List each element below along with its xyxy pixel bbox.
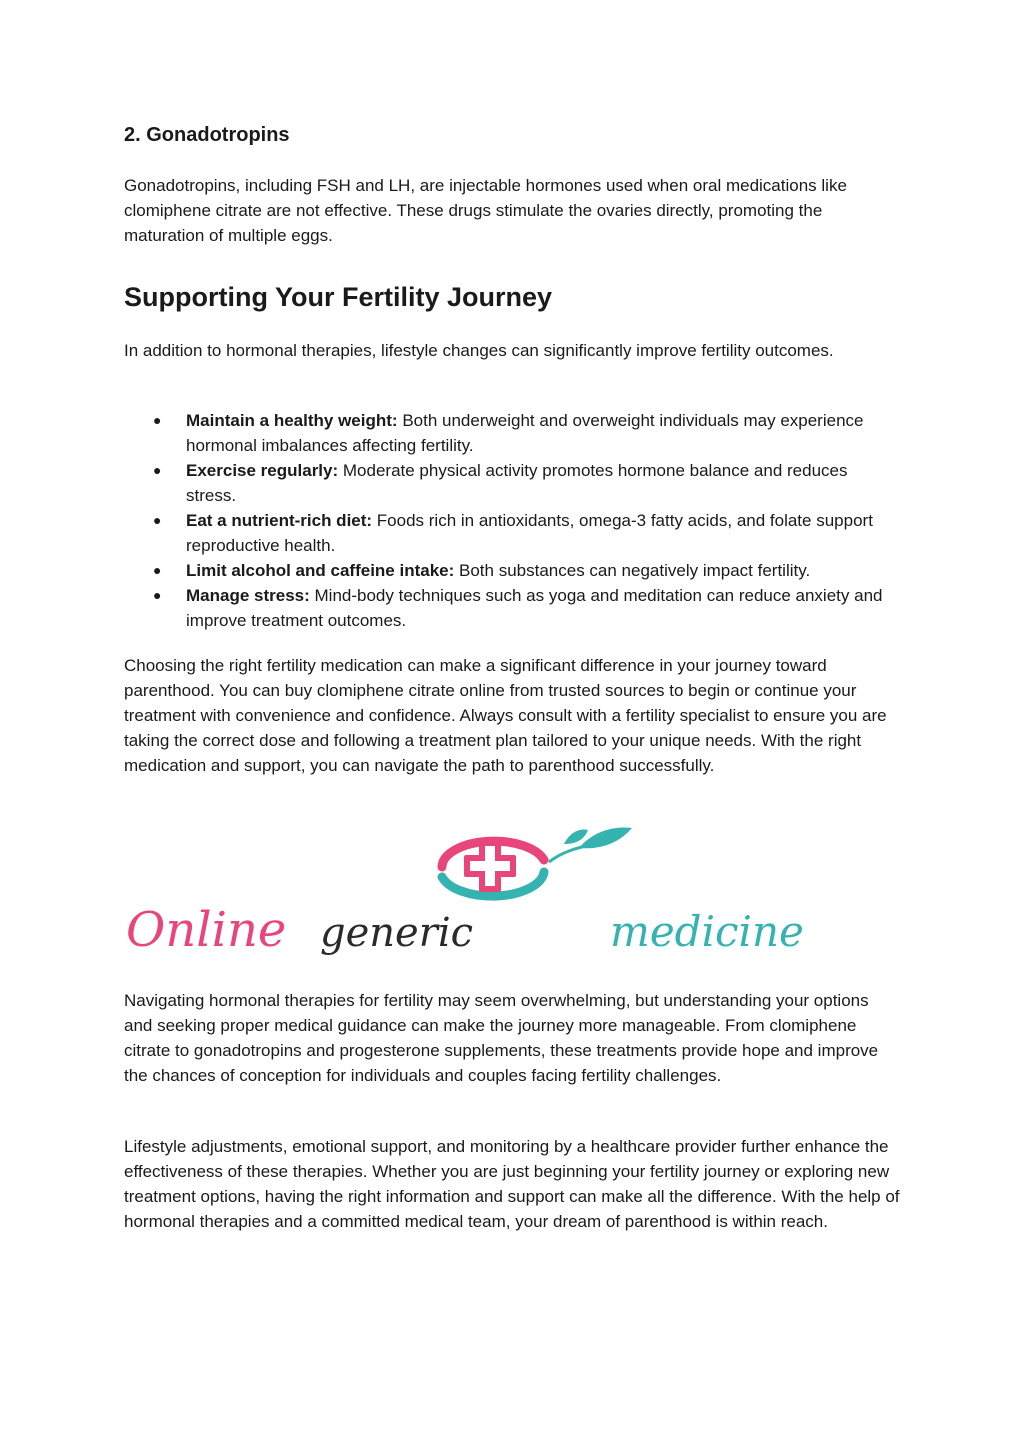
list-item — [124, 558, 900, 583]
bullet-label: Manage stress: — [186, 586, 310, 605]
bullet-label: Exercise regularly: — [186, 461, 339, 480]
bullet-icon: ● — [153, 412, 162, 428]
leaf-icon — [549, 828, 632, 862]
main-heading: Supporting Your Fertility Journey — [124, 282, 553, 312]
bullet-label: Limit alcohol and caffeine intake: — [186, 561, 455, 580]
bullet-label: Maintain a healthy weight: — [186, 411, 398, 430]
bullet-text: Moderate physical activity promotes hormone balance and reduces stress. — [186, 461, 848, 505]
bullet-label: Eat a nutrient-rich diet: — [186, 511, 373, 530]
bullet-text: Both substances can negatively impact fertility. — [454, 561, 811, 580]
section-heading: 2. Gonadotropins — [124, 124, 290, 146]
list-item — [124, 583, 900, 633]
medical-cross-icon — [442, 840, 544, 896]
bullet-text: Foods rich in antioxidants, omega-3 fatty acids, and folate support reproductive health. — [186, 511, 873, 555]
gonadotropins-paragraph: Gonadotropins, including FSH and LH, are injectable hormones used when oral medications like clomiphene citrate are not effective. These drugs stimulate the ovaries directly, promoting the maturation of multiple eggs. — [124, 176, 847, 245]
logo-word-online: Online — [126, 902, 287, 958]
list-item — [124, 408, 900, 458]
lifestyle-bullet-list — [124, 408, 900, 633]
navigating-paragraph: Navigating hormonal therapies for fertility may seem overwhelming, but understanding your options and seeking proper medical guidance can make the journey more manageable. From clomiphene citrate to gonadotropins and progesterone supplements, these treatments provide hope and improve the chances of conception for individuals and couples facing fertility challenges. — [124, 991, 879, 1085]
list-item — [124, 458, 900, 508]
list-item — [124, 508, 900, 558]
choosing-paragraph: Choosing the right fertility medication can make a significant difference in your journey toward parenthood. You can buy clomiphene citrate online from trusted sources to begin or continue your treatment with convenience and confidence. Always consult with a fertility specialist to ensure you are taking the correct dose and following a treatment plan tailored to your unique needs. With the right medication and support, you can navigate the path to parenthood successfully. — [124, 656, 887, 775]
bullet-text: Mind-body techniques such as yoga and meditation can reduce anxiety and improve treatment outcomes. — [186, 586, 883, 630]
lifestyle-paragraph: Lifestyle adjustments, emotional support, and monitoring by a healthcare provider further enhance the effectiveness of these therapies. Whether you are just beginning your fertility journey or exploring new treatment options, having the right information and support can make all the difference. With the help of hormonal therapies and a committed medical team, your dream of parenthood is within reach. — [124, 1137, 900, 1231]
bullet-text: Both underweight and overweight individuals may experience hormonal imbalances affecting fertility. — [186, 411, 864, 455]
logo-word-generic: generic — [320, 910, 474, 956]
online-generic-medicine-logo — [124, 822, 900, 972]
bullet-icon: ● — [153, 562, 162, 578]
bullet-icon: ● — [153, 462, 162, 478]
lead-paragraph: In addition to hormonal therapies, lifestyle changes can significantly improve fertility outcomes. — [124, 341, 834, 360]
bullet-icon: ● — [153, 512, 162, 528]
logo-word-medicine: medicine — [610, 907, 804, 956]
bullet-icon: ● — [153, 587, 162, 603]
